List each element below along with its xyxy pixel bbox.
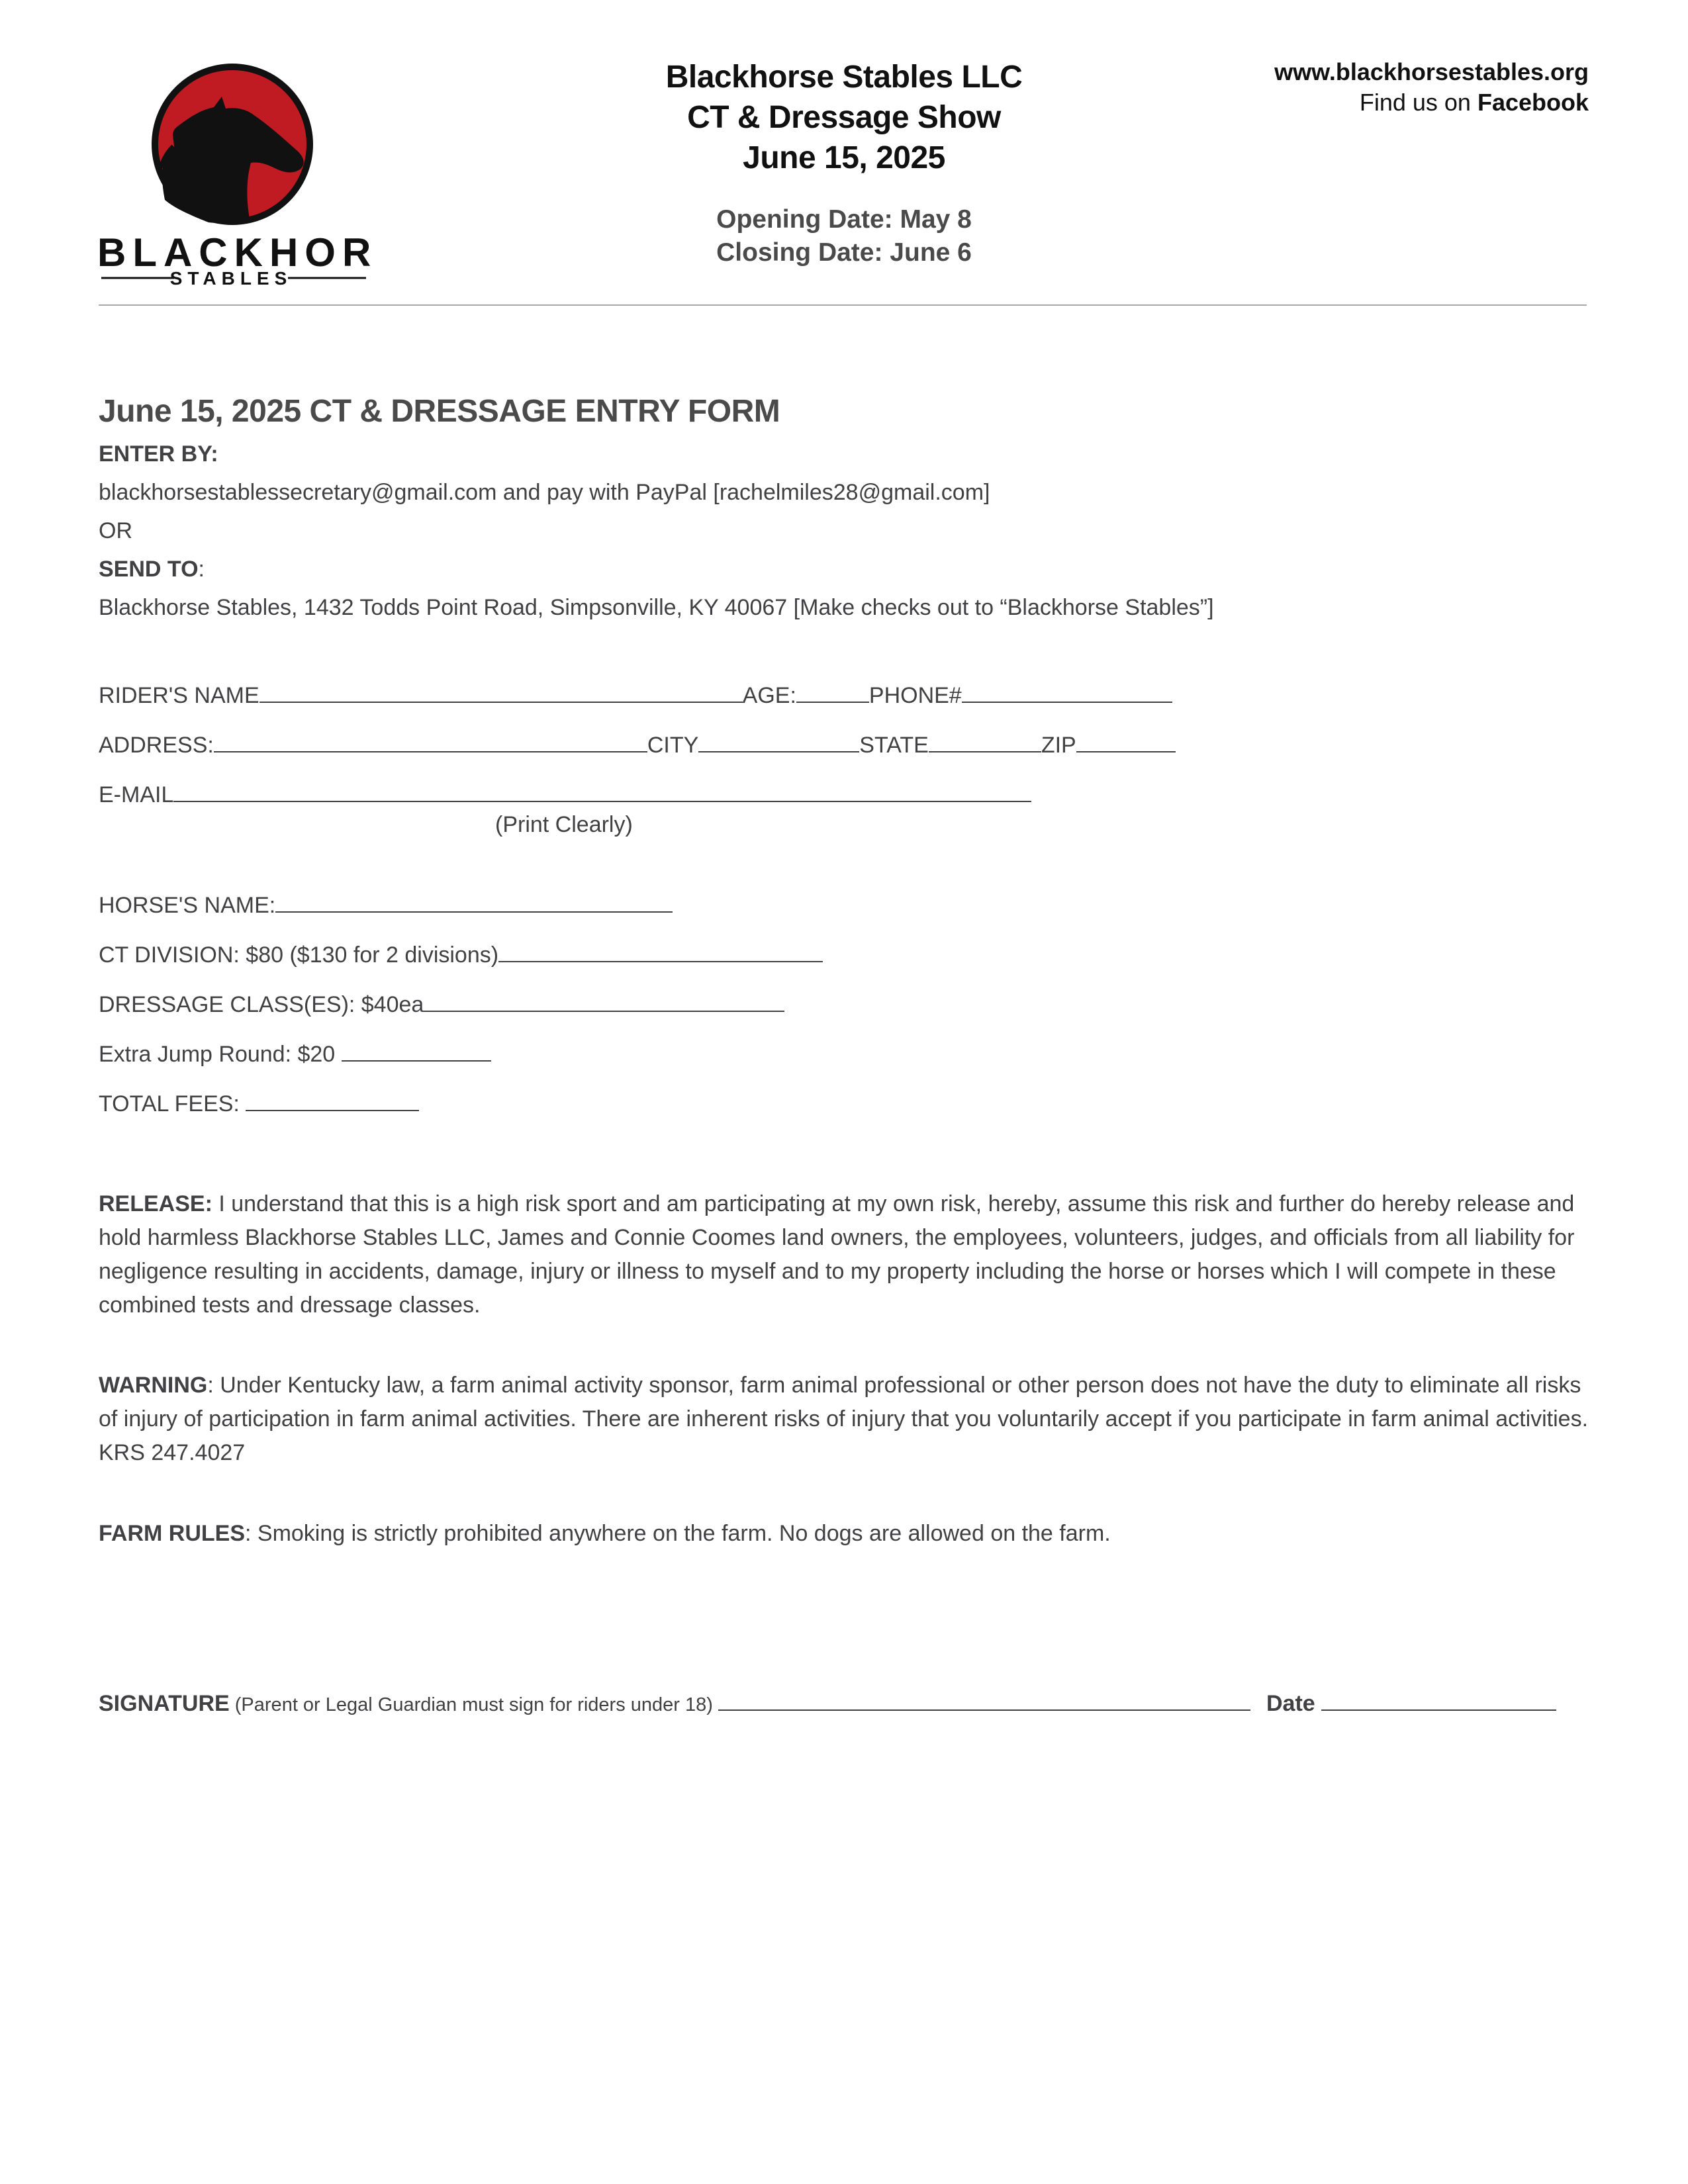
enter-by-text: blackhorsestablessecretary@gmail.com and pay with PayPal [rachelmiles28@gmail.com]: [99, 480, 990, 505]
address-label: ADDRESS:: [99, 733, 214, 758]
age-label: AGE:: [742, 683, 796, 708]
address-row: [99, 731, 1176, 760]
address-field[interactable]: [214, 731, 647, 752]
city-label: CITY: [647, 733, 699, 758]
closing-date: Closing Date: June 6: [716, 238, 972, 267]
rider-name-label: RIDER'S NAME: [99, 683, 259, 708]
extra-jump-label: Extra Jump Round: $20: [99, 1042, 342, 1067]
rider-row: [99, 681, 1172, 710]
farm-rules-label: FARM RULES: [99, 1521, 245, 1546]
form-title: June 15, 2025 CT & DRESSAGE ENTRY FORM: [99, 394, 780, 429]
event-header: [579, 57, 1109, 269]
extra-jump-field[interactable]: [342, 1040, 491, 1062]
total-fees-label: TOTAL FEES:: [99, 1091, 246, 1116]
horse-name-row: [99, 891, 673, 920]
ct-division-row: [99, 940, 823, 970]
email-row: [99, 780, 1031, 809]
zip-field[interactable]: [1076, 731, 1176, 752]
total-fees-field[interactable]: [246, 1090, 419, 1111]
warning-paragraph: [99, 1369, 1591, 1470]
phone-field[interactable]: [962, 682, 1172, 703]
total-fees-row: [99, 1089, 419, 1118]
signature-row: [99, 1690, 1588, 1717]
event-name: CT & Dressage Show: [687, 100, 1001, 135]
signature-field[interactable]: [718, 1690, 1250, 1711]
phone-label: PHONE#: [868, 683, 962, 708]
contact-header: [1125, 57, 1589, 118]
warning-text: : Under Kentucky law, a farm animal activity sponsor, farm animal professional or other person does not have the duty to eliminate all risks of injury of participation in farm animal activities. There are inherent risks of injury that you voluntarily accept if you participate in farm animal activities. KRS 247.4027: [99, 1373, 1589, 1465]
org-name: Blackhorse Stables LLC: [665, 60, 1023, 95]
release-label: RELEASE:: [99, 1191, 212, 1216]
header-divider: [99, 304, 1587, 306]
enter-by-label: ENTER BY:: [99, 441, 218, 467]
state-field[interactable]: [929, 731, 1041, 752]
dressage-row: [99, 990, 784, 1019]
or-text: OR: [99, 518, 132, 543]
rider-name-field[interactable]: [259, 682, 743, 703]
facebook-link[interactable]: Facebook: [1477, 89, 1589, 116]
opening-date: Opening Date: May 8: [716, 205, 972, 234]
email-field[interactable]: [173, 781, 1031, 802]
horse-name-label: HORSE'S NAME:: [99, 893, 276, 918]
horse-name-field[interactable]: [275, 891, 673, 913]
send-to-label: SEND TO:: [99, 557, 205, 582]
extra-jump-row: [99, 1040, 491, 1069]
date-field[interactable]: [1321, 1690, 1556, 1711]
logo-wordmark: BLACKHOR: [97, 230, 374, 275]
city-field[interactable]: [698, 731, 859, 752]
dressage-field[interactable]: [424, 991, 784, 1012]
state-label: STATE: [859, 733, 929, 758]
date-label: Date: [1266, 1691, 1322, 1716]
website-link[interactable]: www.blackhorsestables.org: [1274, 58, 1589, 85]
signature-label: SIGNATURE: [99, 1691, 230, 1716]
print-clearly-note: (Print Clearly): [495, 812, 633, 837]
logo-subtext: STABLES: [169, 268, 293, 286]
release-paragraph: [99, 1187, 1591, 1322]
dressage-label: DRESSAGE CLASS(ES): $40ea: [99, 992, 424, 1017]
ct-division-label: CT DIVISION: $80 ($130 for 2 divisions): [99, 942, 499, 968]
warning-label: WARNING: [99, 1373, 208, 1398]
email-label: E-MAIL: [99, 782, 174, 807]
farm-rules-text: : Smoking is strictly prohibited anywhere on the farm. No dogs are allowed on the farm.: [245, 1521, 1111, 1546]
age-field[interactable]: [796, 682, 869, 703]
ct-division-field[interactable]: [498, 941, 823, 962]
horse-head-icon: [96, 61, 374, 286]
signature-note: (Parent or Legal Guardian must sign for riders under 18): [229, 1694, 718, 1715]
event-date: June 15, 2025: [743, 140, 945, 175]
send-to-address: Blackhorse Stables, 1432 Todds Point Road, Simpsonville, KY 40067 [Make checks out to “Blackhorse Stables”]: [99, 595, 1214, 620]
release-text: I understand that this is a high risk sport and am participating at my own risk, hereby, assume this risk and further do hereby release and hold harmless Blackhorse Stables LLC, James and Connie Coomes land owners, the employees, volunteers, judges, and officials from all liability for negligence resulting in accidents, damage, injury or illness to myself and to my property including the horse or horses which I will compete in these combined tests and dressage classes.: [99, 1191, 1575, 1318]
find-us-text: Find us on: [1359, 89, 1477, 116]
blackhorse-logo: [96, 61, 374, 286]
zip-label: ZIP: [1041, 733, 1076, 758]
farm-rules-paragraph: [99, 1517, 1591, 1551]
